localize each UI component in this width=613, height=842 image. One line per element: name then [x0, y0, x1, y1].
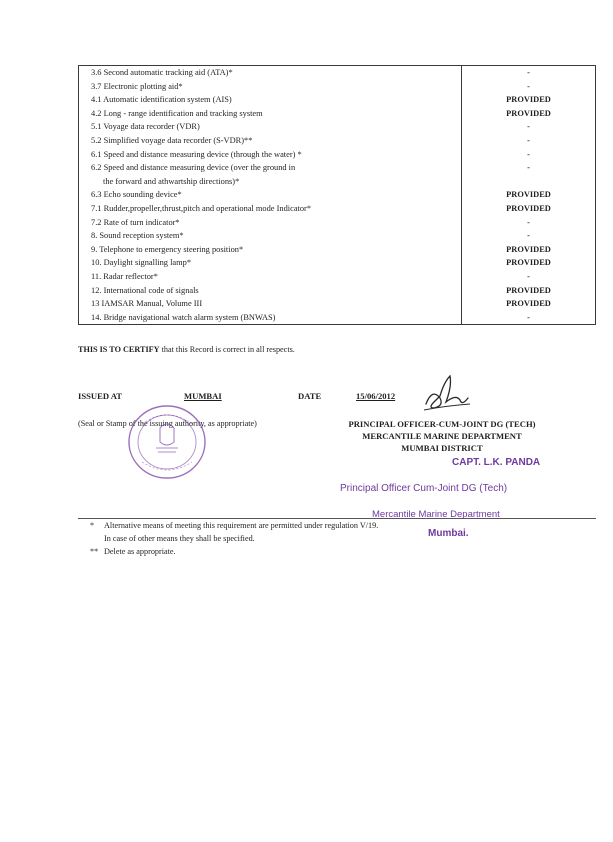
- equipment-item-text-continued: the forward and athwartship directions)*: [103, 176, 240, 186]
- equipment-item-text: 3.7 Electronic plotting aid*: [91, 81, 183, 91]
- equipment-row: [79, 107, 596, 121]
- equipment-item-text: 8. Sound reception system*: [91, 231, 184, 241]
- equipment-row: [79, 188, 596, 202]
- certify-text: that this Record is correct in all respects.: [159, 345, 295, 354]
- equipment-item-text: 12. International code of signals: [91, 285, 199, 295]
- stamp-city: Mumbai.: [428, 528, 469, 539]
- equipment-item-text: 10. Daylight signalling lamp*: [91, 258, 192, 268]
- issued-at-label: ISSUED AT: [78, 391, 123, 401]
- equipment-row: [79, 297, 596, 311]
- equipment-item: [79, 311, 462, 325]
- equipment-row: [79, 284, 596, 298]
- equipment-item: [79, 134, 462, 148]
- equipment-item: [79, 284, 462, 298]
- equipment-status: PROVIDED: [506, 285, 551, 295]
- equipment-item: [79, 202, 462, 216]
- equipment-item: [79, 66, 462, 80]
- certify-lead: THIS IS TO CERTIFY: [78, 345, 160, 354]
- equipment-item: [79, 148, 462, 162]
- equipment-row: [79, 93, 596, 107]
- equipment-item-text: 5.2 Simplified voyage data recorder (S-VDR)**: [91, 135, 253, 145]
- stamp-officer-title: Principal Officer Cum-Joint DG (Tech): [340, 483, 508, 494]
- officer-district: MUMBAI DISTRICT: [401, 443, 483, 453]
- equipment-item-text: 4.1 Automatic identification system (AIS): [91, 95, 232, 105]
- equipment-item: [79, 120, 462, 134]
- equipment-item: [79, 188, 462, 202]
- equipment-item-text: 11. Radar reflector*: [91, 271, 158, 281]
- officer-signature: [420, 376, 480, 418]
- equipment-status: -: [527, 68, 530, 77]
- equipment-status: -: [527, 312, 530, 322]
- officer-title: PRINCIPAL OFFICER-CUM-JOINT DG (TECH): [348, 419, 536, 429]
- equipment-status: PROVIDED: [506, 299, 551, 309]
- equipment-item: [79, 297, 462, 311]
- equipment-status: PROVIDED: [506, 95, 551, 105]
- equipment-row: [79, 311, 596, 325]
- equipment-status: -: [527, 231, 530, 241]
- equipment-item: [79, 270, 462, 284]
- footnote-delete-mark: **: [90, 547, 99, 556]
- equipment-item-text: 3.6 Second automatic tracking aid (ATA)*: [91, 68, 233, 77]
- footnote-other-means: In case of other means they shall be specified.: [104, 534, 255, 543]
- equipment-item: [79, 243, 462, 257]
- equipment-item-text: 14. Bridge navigational watch alarm system (BNWAS): [91, 312, 276, 322]
- equipment-item-text: 7.1 Rudder,propeller,thrust,pitch and operational mode Indicator*: [91, 203, 312, 213]
- equipment-status: -: [527, 163, 530, 173]
- equipment-status: -: [527, 81, 530, 91]
- seal-note: (Seal or Stamp of the issuing authority, as appropriate): [78, 419, 257, 428]
- equipment-item: [79, 80, 462, 94]
- equipment-row: [79, 256, 596, 270]
- equipment-item-text: 5.1 Voyage data recorder (VDR): [91, 122, 200, 132]
- equipment-row: [79, 80, 596, 94]
- office-seal-emblem: [124, 402, 214, 482]
- equipment-table-body: [79, 66, 596, 325]
- equipment-status: -: [527, 271, 530, 281]
- equipment-item: [79, 256, 462, 270]
- equipment-item-text: 6.3 Echo sounding device*: [91, 190, 182, 200]
- equipment-item-text: 6.2 Speed and distance measuring device (over the ground in: [91, 163, 296, 173]
- equipment-row: [79, 161, 596, 188]
- equipment-status: PROVIDED: [506, 190, 551, 200]
- equipment-status: -: [527, 217, 530, 227]
- equipment-status: PROVIDED: [506, 244, 551, 254]
- equipment-status: PROVIDED: [506, 258, 551, 268]
- equipment-row: [79, 216, 596, 230]
- equipment-row: [79, 229, 596, 243]
- equipment-status: -: [527, 149, 530, 159]
- equipment-item: [79, 161, 462, 188]
- stamp-department: Mercantile Marine Department: [372, 509, 500, 520]
- equipment-status: -: [527, 135, 530, 145]
- date-label: DATE: [298, 391, 322, 401]
- equipment-item-text: 7.2 Rate of turn indicator*: [91, 217, 180, 227]
- equipment-record-table: [78, 65, 596, 325]
- equipment-item: [79, 216, 462, 230]
- equipment-item-text: 4.2 Long - range identification and tracking system: [91, 108, 263, 118]
- equipment-item-text: 6.1 Speed and distance measuring device (through the water) *: [91, 149, 302, 159]
- equipment-item: [79, 229, 462, 243]
- equipment-row: [79, 202, 596, 216]
- equipment-item-text: 13 IAMSAR Manual, Volume III: [91, 299, 203, 309]
- equipment-status: PROVIDED: [506, 108, 551, 118]
- footnote-divider: [78, 518, 596, 519]
- equipment-item: [79, 107, 462, 121]
- issued-place: MUMBAI: [184, 391, 222, 401]
- equipment-row: [79, 243, 596, 257]
- footnote-delete: Delete as appropriate.: [104, 547, 176, 556]
- certification-statement: [78, 345, 295, 354]
- equipment-row: [79, 66, 596, 80]
- footnote-alternative-means: Alternative means of meeting this requirement are permitted under regulation V/19.: [104, 521, 379, 530]
- equipment-item-text: 9. Telephone to emergency steering position*: [91, 244, 244, 254]
- equipment-status: PROVIDED: [506, 203, 551, 213]
- equipment-row: [79, 148, 596, 162]
- equipment-row: [79, 270, 596, 284]
- officer-department: MERCANTILE MARINE DEPARTMENT: [362, 431, 522, 441]
- equipment-row: [79, 120, 596, 134]
- equipment-status: -: [527, 122, 530, 132]
- footnote-star: *: [90, 521, 95, 530]
- equipment-item: [79, 93, 462, 107]
- stamp-officer-name: CAPT. L.K. PANDA: [452, 457, 541, 468]
- issue-date: 15/06/2012: [356, 391, 396, 401]
- equipment-row: [79, 134, 596, 148]
